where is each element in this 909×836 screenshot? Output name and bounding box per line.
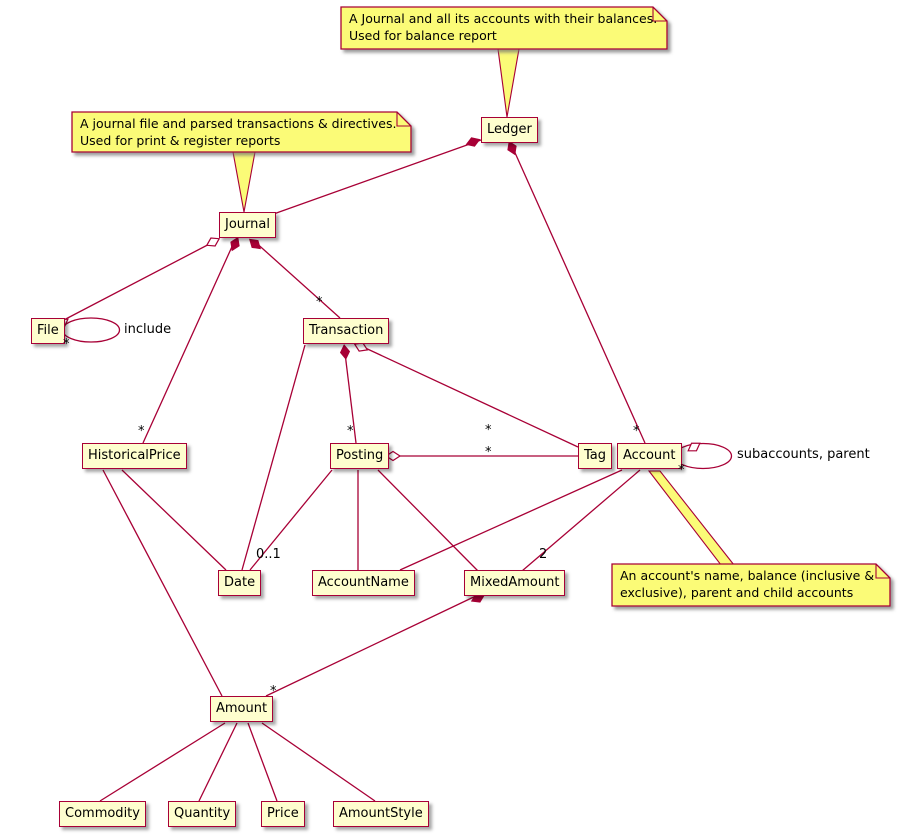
edge-amount-price	[248, 723, 277, 801]
entity-amount: Amount	[210, 696, 273, 722]
multiplicity-transaction: *	[316, 295, 323, 310]
account-note-line2: exclusive), parent and child accounts	[620, 585, 854, 600]
entity-posting: Posting	[330, 443, 389, 469]
multiplicity-account: *	[633, 424, 640, 439]
entity-date: Date	[218, 570, 261, 596]
edge-historicalprice-date	[122, 470, 226, 570]
edge-transaction-date	[242, 345, 305, 570]
edge-amount-quantity	[199, 723, 237, 801]
edge-journal-transaction	[253, 240, 340, 318]
multiplicity-historicalprice: *	[138, 424, 145, 439]
account-note	[612, 564, 890, 606]
multiplicity-tag-from-posting: *	[485, 445, 492, 460]
ledger-note-line1: A Journal and all its accounts with their balances.	[349, 11, 658, 26]
entity-mixedamount: MixedAmount	[464, 570, 565, 596]
label-include: include	[124, 322, 172, 337]
entity-tag: Tag	[578, 443, 612, 469]
edge-historicalprice-amount	[103, 470, 222, 696]
journal-note-line1: A journal file and parsed transactions & directives.	[80, 116, 397, 131]
edge-journal-file	[60, 239, 219, 322]
entity-accountname: AccountName	[312, 570, 415, 596]
multiplicity-tag-from-transaction: *	[485, 423, 492, 438]
edge-journal-historicalprice	[143, 240, 235, 443]
edge-amount-commodity	[100, 723, 225, 801]
entity-commodity: Commodity	[59, 801, 146, 827]
multiplicity-date: 0..1	[256, 547, 281, 562]
multiplicity-account-loop: *	[678, 463, 685, 478]
account-note-line1: An account's name, balance (inclusive &	[620, 568, 875, 583]
composition-diamond-transaction-posting	[340, 345, 351, 360]
entity-price: Price	[261, 801, 305, 827]
edge-amount-amountstyle	[262, 723, 375, 801]
entity-amountstyle: AmountStyle	[333, 801, 429, 827]
multiplicity-posting: *	[347, 424, 354, 439]
entity-file: File	[31, 318, 65, 344]
journal-note	[72, 112, 411, 152]
aggregation-diamond-account-loop	[686, 439, 703, 454]
multiplicity-file: *	[63, 337, 70, 352]
multiplicity-mixedamount: 2	[539, 547, 548, 562]
composition-diamond-journal-transaction	[247, 236, 263, 252]
edge-ledger-account	[512, 146, 645, 443]
label-subaccounts-parent: subaccounts, parent	[737, 447, 870, 462]
multiplicity-amount: *	[270, 684, 277, 699]
edge-account-accountname	[400, 470, 622, 570]
entity-journal: Journal	[219, 212, 276, 238]
edge-file-include-loop	[63, 318, 120, 342]
edge-transaction-tag	[361, 346, 578, 447]
ledger-note-pointer	[498, 49, 519, 117]
entity-ledger: Ledger	[481, 117, 538, 143]
journal-note-pointer	[233, 152, 255, 212]
composition-diamond-ledger-journal	[465, 135, 481, 148]
entity-historicalprice: HistoricalPrice	[82, 443, 187, 469]
account-note-pointer	[649, 471, 734, 565]
ledger-note-line2: Used for balance report	[349, 28, 497, 43]
entity-account: Account	[617, 443, 682, 469]
edge-posting-mixedamount	[378, 470, 478, 571]
journal-note-line2: Used for print & register reports	[80, 133, 281, 148]
entity-transaction: Transaction	[303, 318, 389, 344]
edge-mixedamount-amount	[266, 594, 480, 696]
entity-quantity: Quantity	[168, 801, 236, 827]
ledger-note	[341, 7, 667, 49]
